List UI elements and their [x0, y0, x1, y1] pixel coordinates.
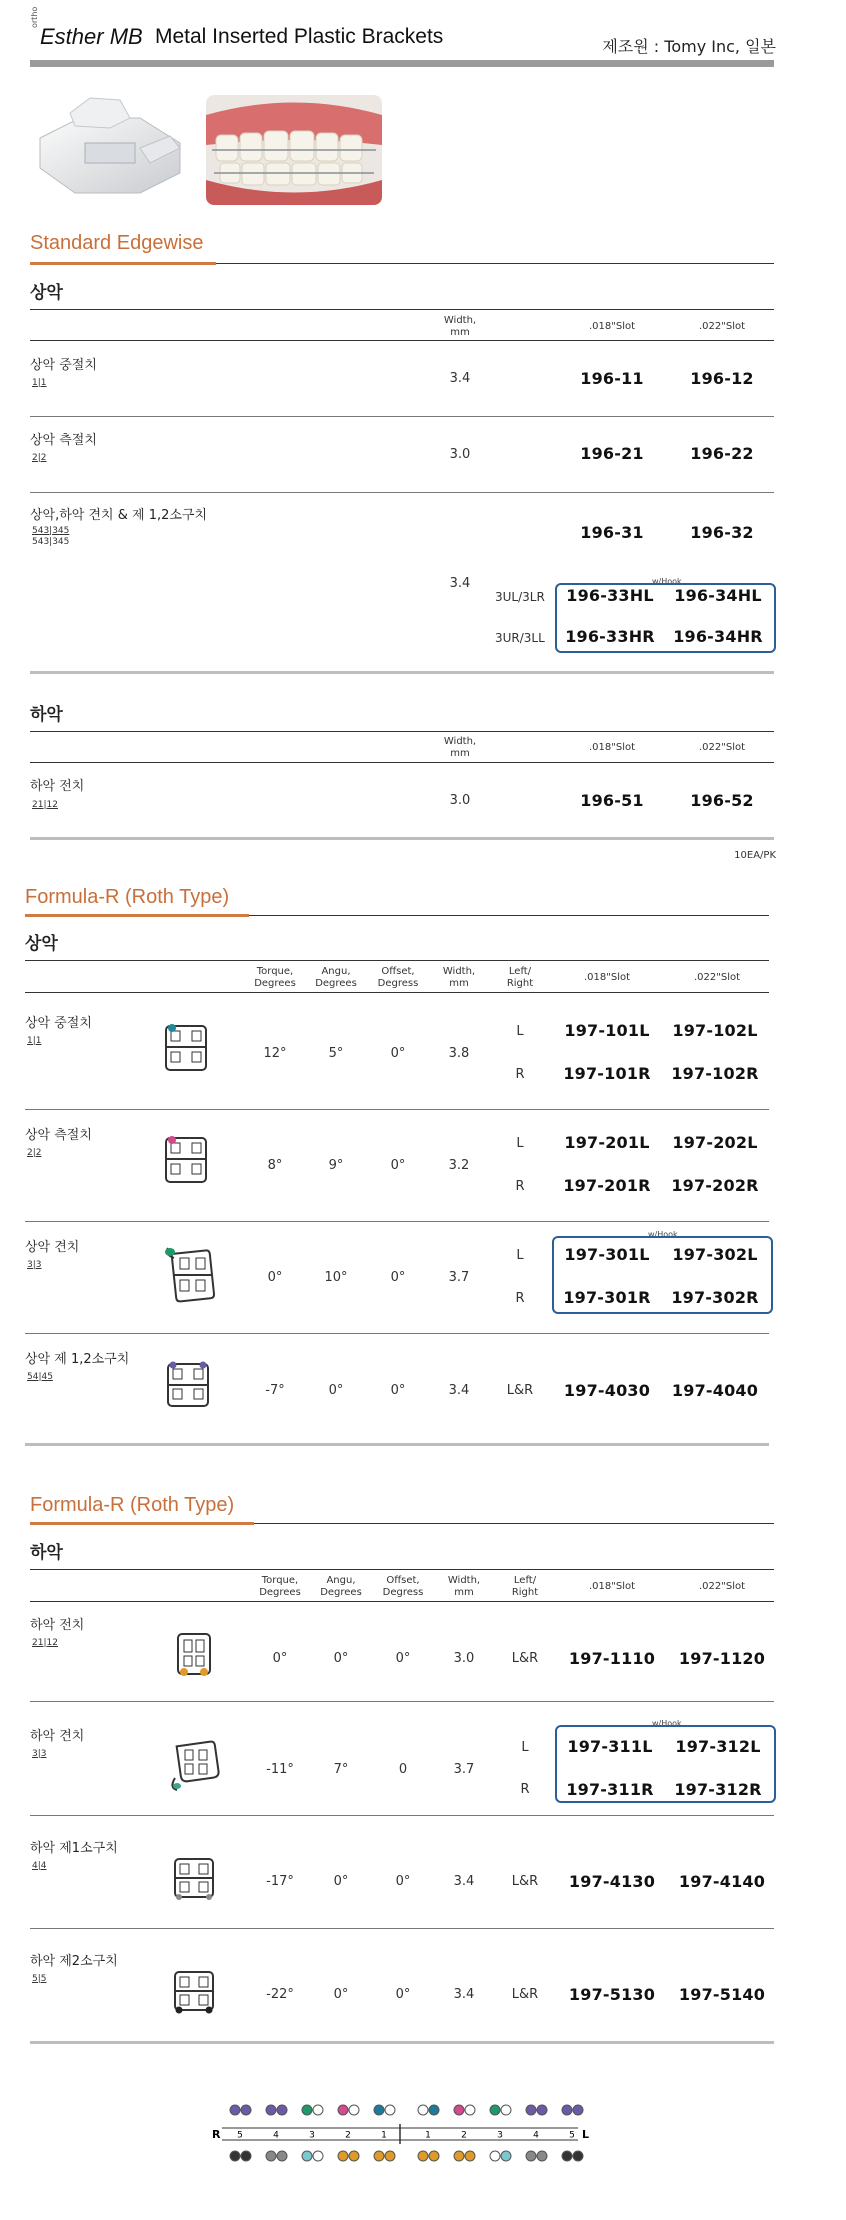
code-022: 197-4140	[678, 1872, 766, 1891]
code-022-left: 197-302L	[672, 1245, 758, 1264]
legend-top-dot	[277, 2105, 287, 2115]
code-018-left: 197-301L	[564, 1245, 650, 1264]
section-rule	[254, 1523, 774, 1524]
offset-value: 0°	[395, 1874, 411, 1889]
legend-bottom-dot	[277, 2151, 287, 2161]
angu-value: 0°	[333, 1651, 349, 1666]
legend-top-dot	[501, 2105, 511, 2115]
legend-bottom-dot	[338, 2151, 348, 2161]
lower-subtitle: 하악	[30, 705, 63, 725]
legend-bottom-dot	[454, 2151, 464, 2161]
hook-code-018: 196-33HL	[566, 586, 654, 605]
tooth-notation: 3|3	[27, 1260, 42, 1270]
row-divider	[30, 492, 774, 493]
code-022-right: 197-102R	[671, 1064, 759, 1083]
legend-number: 5	[569, 2130, 575, 2141]
torque-value: 8°	[267, 1158, 283, 1173]
lr-value: L&R	[511, 1651, 539, 1666]
lr-right: R	[520, 1782, 530, 1797]
torque-value: -17°	[266, 1874, 294, 1889]
col-lr-header: Left/ Right	[506, 966, 534, 989]
row-divider	[30, 416, 774, 417]
offset-value: 0	[398, 1762, 408, 1777]
row-label: 상악 측절치	[30, 433, 97, 448]
legend-number: 3	[497, 2130, 503, 2141]
upper-subtitle: 상악	[30, 283, 63, 303]
code-018: 196-21	[580, 444, 644, 463]
legend-top-dot	[429, 2105, 439, 2115]
section-underline	[30, 262, 216, 265]
legend-top-dot	[302, 2105, 312, 2115]
legend-top-dot	[418, 2105, 428, 2115]
table-rule	[30, 1569, 774, 1570]
row-label: 상악 견치	[25, 1240, 80, 1255]
col-018-header: .018"Slot	[588, 321, 636, 332]
row-label: 상악,하악 견치 & 제 1,2소구치	[30, 508, 208, 523]
hook-label: w/Hook	[648, 1230, 678, 1239]
width-value: 3.0	[453, 1651, 475, 1666]
code-018-right: 197-101R	[563, 1064, 651, 1083]
row-divider	[25, 1221, 769, 1222]
legend-number: 3	[309, 2130, 315, 2141]
torque-value: -11°	[266, 1762, 294, 1777]
code-022: 197-4040	[671, 1381, 759, 1400]
code-022-right: 197-302R	[671, 1288, 759, 1307]
table-rule	[30, 309, 774, 310]
tooth-notation: 4|4	[32, 1861, 47, 1871]
torque-value: 0°	[272, 1651, 288, 1666]
lr-right: R	[515, 1067, 525, 1082]
tooth-notation: 1|1	[27, 1036, 42, 1046]
legend-bottom-dot	[241, 2151, 251, 2161]
lr-left: L	[521, 1740, 529, 1755]
torque-value: -22°	[266, 1987, 294, 2002]
legend-bottom-dot	[573, 2151, 583, 2161]
legend-top-dot	[313, 2105, 323, 2115]
code-018-left: 197-201L	[564, 1133, 650, 1152]
legend-top-dot	[385, 2105, 395, 2115]
legend-left-label: L	[582, 2128, 590, 2141]
legend-number: 5	[237, 2130, 243, 2141]
row-label: 하악 전치	[30, 779, 85, 794]
col-018-header: .018"Slot	[588, 742, 636, 753]
col-018-header: .018"Slot	[583, 972, 631, 983]
tooth-notation: 1|1	[32, 378, 47, 388]
code-018: 196-31	[580, 523, 644, 542]
legend-bottom-dot	[230, 2151, 240, 2161]
mouth-photo	[206, 95, 382, 205]
tooth-notation: 54|45	[27, 1372, 53, 1382]
code-018: 196-11	[580, 369, 644, 388]
lr-value: L&R	[511, 1874, 539, 1889]
table-rule	[30, 762, 774, 763]
row-divider	[30, 1815, 774, 1816]
width-value: 3.7	[453, 1762, 475, 1777]
legend-number: 1	[425, 2130, 431, 2141]
code-022: 197-5140	[678, 1985, 766, 2004]
legend-right-label: R	[212, 2128, 221, 2141]
table-rule	[30, 731, 774, 732]
section-rule	[216, 263, 774, 264]
col-width-header: Width, mm	[442, 966, 476, 989]
legend-top-dot	[266, 2105, 276, 2115]
legend-top-dot	[465, 2105, 475, 2115]
upper-lateral-bracket-icon	[160, 1134, 208, 1182]
legend-bottom-dot	[349, 2151, 359, 2161]
tooth-notation-lower: 543|345	[32, 537, 70, 547]
offset-value: 0°	[395, 1651, 411, 1666]
upper-central-bracket-icon	[160, 1022, 208, 1070]
row-label: 하악 제1소구치	[30, 1841, 118, 1856]
col-offset-header: Offset, Degress	[377, 966, 419, 989]
offset-value: 0°	[390, 1383, 406, 1398]
lr-right: R	[515, 1291, 525, 1306]
hook-side: 3UR/3LL	[495, 631, 545, 645]
code-022-left: 197-312L	[675, 1737, 761, 1756]
code-018-right: 197-201R	[563, 1176, 651, 1195]
legend-bottom-dot	[429, 2151, 439, 2161]
lr-value: L&R	[506, 1383, 534, 1398]
brand-name: Esther MB	[40, 24, 143, 49]
table-rule	[25, 960, 769, 961]
code-018-right: 197-301R	[563, 1288, 651, 1307]
angu-value: 0°	[328, 1383, 344, 1398]
legend-bottom-dot	[526, 2151, 536, 2161]
legend-top-dot	[490, 2105, 500, 2115]
col-022-header: .022"Slot	[698, 742, 746, 753]
torque-value: 12°	[263, 1046, 287, 1061]
col-offset-header: Offset, Degress	[382, 1575, 424, 1598]
legend-number: 4	[273, 2130, 279, 2141]
legend-bottom-dot	[465, 2151, 475, 2161]
col-width-header: Width, mm	[443, 736, 477, 759]
lower-canine-bracket-icon	[165, 1740, 213, 1788]
code-018-right: 197-311R	[566, 1780, 654, 1799]
page-title: Metal Inserted Plastic Brackets	[155, 25, 444, 48]
torque-value: -7°	[265, 1383, 285, 1398]
code-022: 196-32	[690, 523, 754, 542]
lr-left: L	[516, 1248, 524, 1263]
legend-top-dot	[349, 2105, 359, 2115]
code-018: 197-5130	[568, 1985, 656, 2004]
lr-left: L	[516, 1136, 524, 1151]
table-rule	[25, 992, 769, 993]
col-lr-header: Left/ Right	[511, 1575, 539, 1598]
angu-value: 7°	[333, 1762, 349, 1777]
row-divider	[25, 1109, 769, 1110]
row-divider	[30, 1928, 774, 1929]
legend-bottom-dot	[313, 2151, 323, 2161]
hook-box	[552, 1236, 773, 1314]
angu-value: 0°	[333, 1987, 349, 2002]
legend-bottom-dot	[302, 2151, 312, 2161]
col-width-header: Width, mm	[443, 315, 477, 338]
row-divider	[30, 1701, 774, 1702]
hook-code-022: 196-34HL	[674, 586, 762, 605]
code-018: 197-1110	[568, 1649, 656, 1668]
width-value: 3.4	[448, 1383, 470, 1398]
section-title-formula-lower: Formula-R (Roth Type)	[30, 1494, 235, 1516]
col-angu-header: Angu, Degrees	[320, 1575, 362, 1598]
code-018-left: 197-101L	[564, 1021, 650, 1040]
section-title-formula-upper: Formula-R (Roth Type)	[25, 886, 230, 908]
legend-bottom-dot	[418, 2151, 428, 2161]
lower-second-premolar-bracket-icon	[170, 1968, 218, 2016]
row-label: 상악 제 1,2소구치	[25, 1352, 130, 1367]
bracket-image	[30, 88, 190, 200]
code-018: 196-51	[580, 791, 644, 810]
legend-bottom-dot	[537, 2151, 547, 2161]
angu-value: 10°	[324, 1270, 348, 1285]
angu-value: 0°	[333, 1874, 349, 1889]
legend-top-dot	[526, 2105, 536, 2115]
legend-top-dot	[374, 2105, 384, 2115]
lr-right: R	[515, 1179, 525, 1194]
legend-top-dot	[230, 2105, 240, 2115]
row-divider	[25, 1333, 769, 1334]
pack-note: 10EA/PK	[734, 850, 776, 861]
code-022: 196-52	[690, 791, 754, 810]
legend-bottom-dot	[266, 2151, 276, 2161]
legend-number: 2	[345, 2130, 351, 2141]
upper-premolar-bracket-icon	[162, 1358, 210, 1406]
row-label: 상악 측절치	[25, 1128, 92, 1143]
legend-top-dot	[573, 2105, 583, 2115]
manufacturer: 제조원 : Tomy Inc, 일본	[602, 37, 776, 56]
legend-bottom-dot	[385, 2151, 395, 2161]
tooth-notation: 3|3	[32, 1749, 47, 1759]
col-torque-header: Torque, Degrees	[259, 1575, 301, 1598]
width-value: 3.4	[453, 1987, 475, 2002]
lower-subtitle: 하악	[30, 1543, 63, 1563]
code-022-right: 197-312R	[674, 1780, 762, 1799]
col-angu-header: Angu, Degrees	[315, 966, 357, 989]
col-022-header: .022"Slot	[698, 321, 746, 332]
section-divider	[30, 837, 774, 840]
table-rule	[30, 1601, 774, 1602]
offset-value: 0°	[390, 1158, 406, 1173]
row-label: 상악 중절치	[30, 358, 97, 373]
width-value: 3.7	[448, 1270, 470, 1285]
code-022: 197-1120	[678, 1649, 766, 1668]
width-value: 3.4	[449, 576, 471, 591]
col-022-header: .022"Slot	[698, 1581, 746, 1592]
row-label: 하악 제2소구치	[30, 1954, 118, 1969]
legend-number: 1	[381, 2130, 387, 2141]
legend-bottom-dot	[501, 2151, 511, 2161]
upper-subtitle: 상악	[25, 934, 58, 954]
tooth-notation: 21|12	[32, 1638, 58, 1648]
col-width-header: Width, mm	[447, 1575, 481, 1598]
hook-code-018: 196-33HR	[565, 627, 655, 646]
width-value: 3.8	[448, 1046, 470, 1061]
legend-bottom-dot	[490, 2151, 500, 2161]
section-divider	[30, 2041, 774, 2044]
legend-number: 2	[461, 2130, 467, 2141]
torque-value: 0°	[267, 1270, 283, 1285]
col-022-header: .022"Slot	[693, 972, 741, 983]
section-divider	[30, 671, 774, 674]
tooth-notation: 543|345	[32, 526, 70, 536]
lr-left: L	[516, 1024, 524, 1039]
section-title-standard: Standard Edgewise	[30, 232, 204, 254]
code-018: 197-4130	[568, 1872, 656, 1891]
color-code-legend	[210, 2098, 590, 2170]
ortho-mark: ortho	[30, 6, 39, 28]
width-value: 3.0	[449, 793, 471, 808]
width-value: 3.4	[449, 371, 471, 386]
section-divider	[25, 1443, 769, 1446]
row-label: 하악 견치	[30, 1729, 85, 1744]
header-rule	[30, 60, 774, 67]
code-022-left: 197-102L	[672, 1021, 758, 1040]
tooth-notation: 21|12	[32, 800, 58, 810]
offset-value: 0°	[390, 1046, 406, 1061]
legend-bottom-dot	[374, 2151, 384, 2161]
table-rule	[30, 340, 774, 341]
lr-value: L&R	[511, 1987, 539, 2002]
width-value: 3.2	[448, 1158, 470, 1173]
row-label: 하악 전치	[30, 1618, 85, 1633]
offset-value: 0°	[390, 1270, 406, 1285]
row-label: 상악 중절치	[25, 1016, 92, 1031]
col-018-header: .018"Slot	[588, 1581, 636, 1592]
legend-top-dot	[241, 2105, 251, 2115]
legend-top-dot	[338, 2105, 348, 2115]
legend-top-dot	[562, 2105, 572, 2115]
code-022: 196-12	[690, 369, 754, 388]
hook-code-022: 196-34HR	[673, 627, 763, 646]
upper-canine-bracket-icon	[160, 1246, 208, 1294]
section-underline	[25, 914, 249, 917]
width-value: 3.0	[449, 447, 471, 462]
legend-number: 4	[533, 2130, 539, 2141]
code-018: 197-4030	[563, 1381, 651, 1400]
section-rule	[249, 915, 769, 916]
angu-value: 5°	[328, 1046, 344, 1061]
hook-label: w/Hook	[652, 577, 682, 586]
offset-value: 0°	[395, 1987, 411, 2002]
legend-top-dot	[454, 2105, 464, 2115]
col-torque-header: Torque, Degrees	[254, 966, 296, 989]
code-022-left: 197-202L	[672, 1133, 758, 1152]
tooth-notation: 2|2	[27, 1148, 42, 1158]
width-value: 3.4	[453, 1874, 475, 1889]
angu-value: 9°	[328, 1158, 344, 1173]
legend-top-dot	[537, 2105, 547, 2115]
legend-bottom-dot	[562, 2151, 572, 2161]
lower-incisor-bracket-icon	[170, 1630, 218, 1678]
section-underline	[30, 1522, 254, 1525]
code-022: 196-22	[690, 444, 754, 463]
code-022-right: 197-202R	[671, 1176, 759, 1195]
code-018-left: 197-311L	[567, 1737, 653, 1756]
tooth-notation: 5|5	[32, 1974, 47, 1984]
hook-label: w/Hook	[652, 1719, 682, 1728]
lower-premolar-bracket-icon	[170, 1855, 218, 1903]
tooth-notation: 2|2	[32, 453, 47, 463]
hook-side: 3UL/3LR	[495, 590, 545, 604]
